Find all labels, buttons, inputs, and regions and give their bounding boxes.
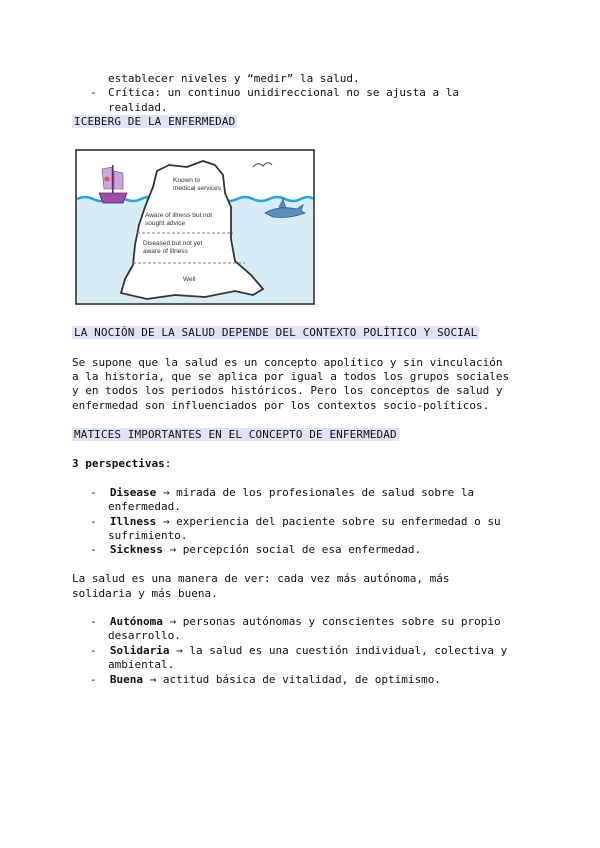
- politics-heading: LA NOCIÓN DE LA SALUD DEPENDE DEL CONTEXTO POLÍTICO Y SOCIAL: [74, 326, 478, 339]
- list-item: - Solidaria → la salud es una cuestión individual, colectiva y: [90, 644, 508, 657]
- label-diseased-2: aware of illness: [143, 248, 188, 255]
- iceberg-figure: [75, 149, 315, 305]
- list-item-cont: enfermedad.: [108, 500, 181, 513]
- politics-paragraph-line: Se supone que la salud es un concepto apolítico y sin vinculación: [72, 356, 503, 369]
- label-tip-2: medical services: [173, 185, 222, 192]
- list-item: - Illness → experiencia del paciente sobre su enfermedad o su: [90, 515, 501, 528]
- label-aware-2: sought advice: [145, 220, 186, 227]
- label-tip-1: Known to: [173, 177, 201, 184]
- list-item-cont: desarrollo.: [108, 629, 181, 642]
- politics-paragraph-line: y en todos los periodos históricos. Pero los conceptos de salud y: [72, 384, 503, 397]
- list-item-cont: ambiental.: [108, 658, 175, 671]
- list-item: - Autónoma → personas autónomas y conscientes sobre su propio: [90, 615, 501, 628]
- health-paragraph-line: solidaria y más buena.: [72, 587, 218, 600]
- list-item: - Sickness → percepción social de esa enfermedad.: [90, 543, 422, 556]
- politics-paragraph-line: enfermedad son influenciados por los contextos socio-políticos.: [72, 399, 490, 412]
- bullet-dash: -: [90, 86, 97, 99]
- iceberg-heading: ICEBERG DE LA ENFERMEDAD: [74, 115, 236, 128]
- nuances-heading: MATICES IMPORTANTES EN EL CONCEPTO DE ENFERMEDAD: [74, 428, 397, 441]
- intro-line-1: establecer niveles y “medir” la salud.: [108, 72, 360, 85]
- label-aware-1: Aware of illness but not: [145, 212, 213, 219]
- intro-line-2: Crítica: un continuo unidireccional no se ajusta a la: [108, 86, 459, 99]
- label-well: Well: [183, 276, 196, 283]
- list-item-cont: sufrimiento.: [108, 529, 188, 542]
- list-item: - Buena → actitud básica de vitalidad, de optimismo.: [90, 673, 442, 686]
- politics-paragraph-line: a la historia, que se aplica por igual a todos los grupos sociales: [72, 370, 510, 383]
- intro-line-3: realidad.: [108, 101, 168, 114]
- perspectives-label: 3 perspectivas:: [72, 457, 172, 470]
- list-item: - Disease → mirada de los profesionales de salud sobre la: [90, 486, 475, 499]
- health-paragraph-line: La salud es una manera de ver: cada vez más autónoma, más: [72, 572, 450, 585]
- label-diseased-1: Diseased but not yet: [143, 240, 203, 247]
